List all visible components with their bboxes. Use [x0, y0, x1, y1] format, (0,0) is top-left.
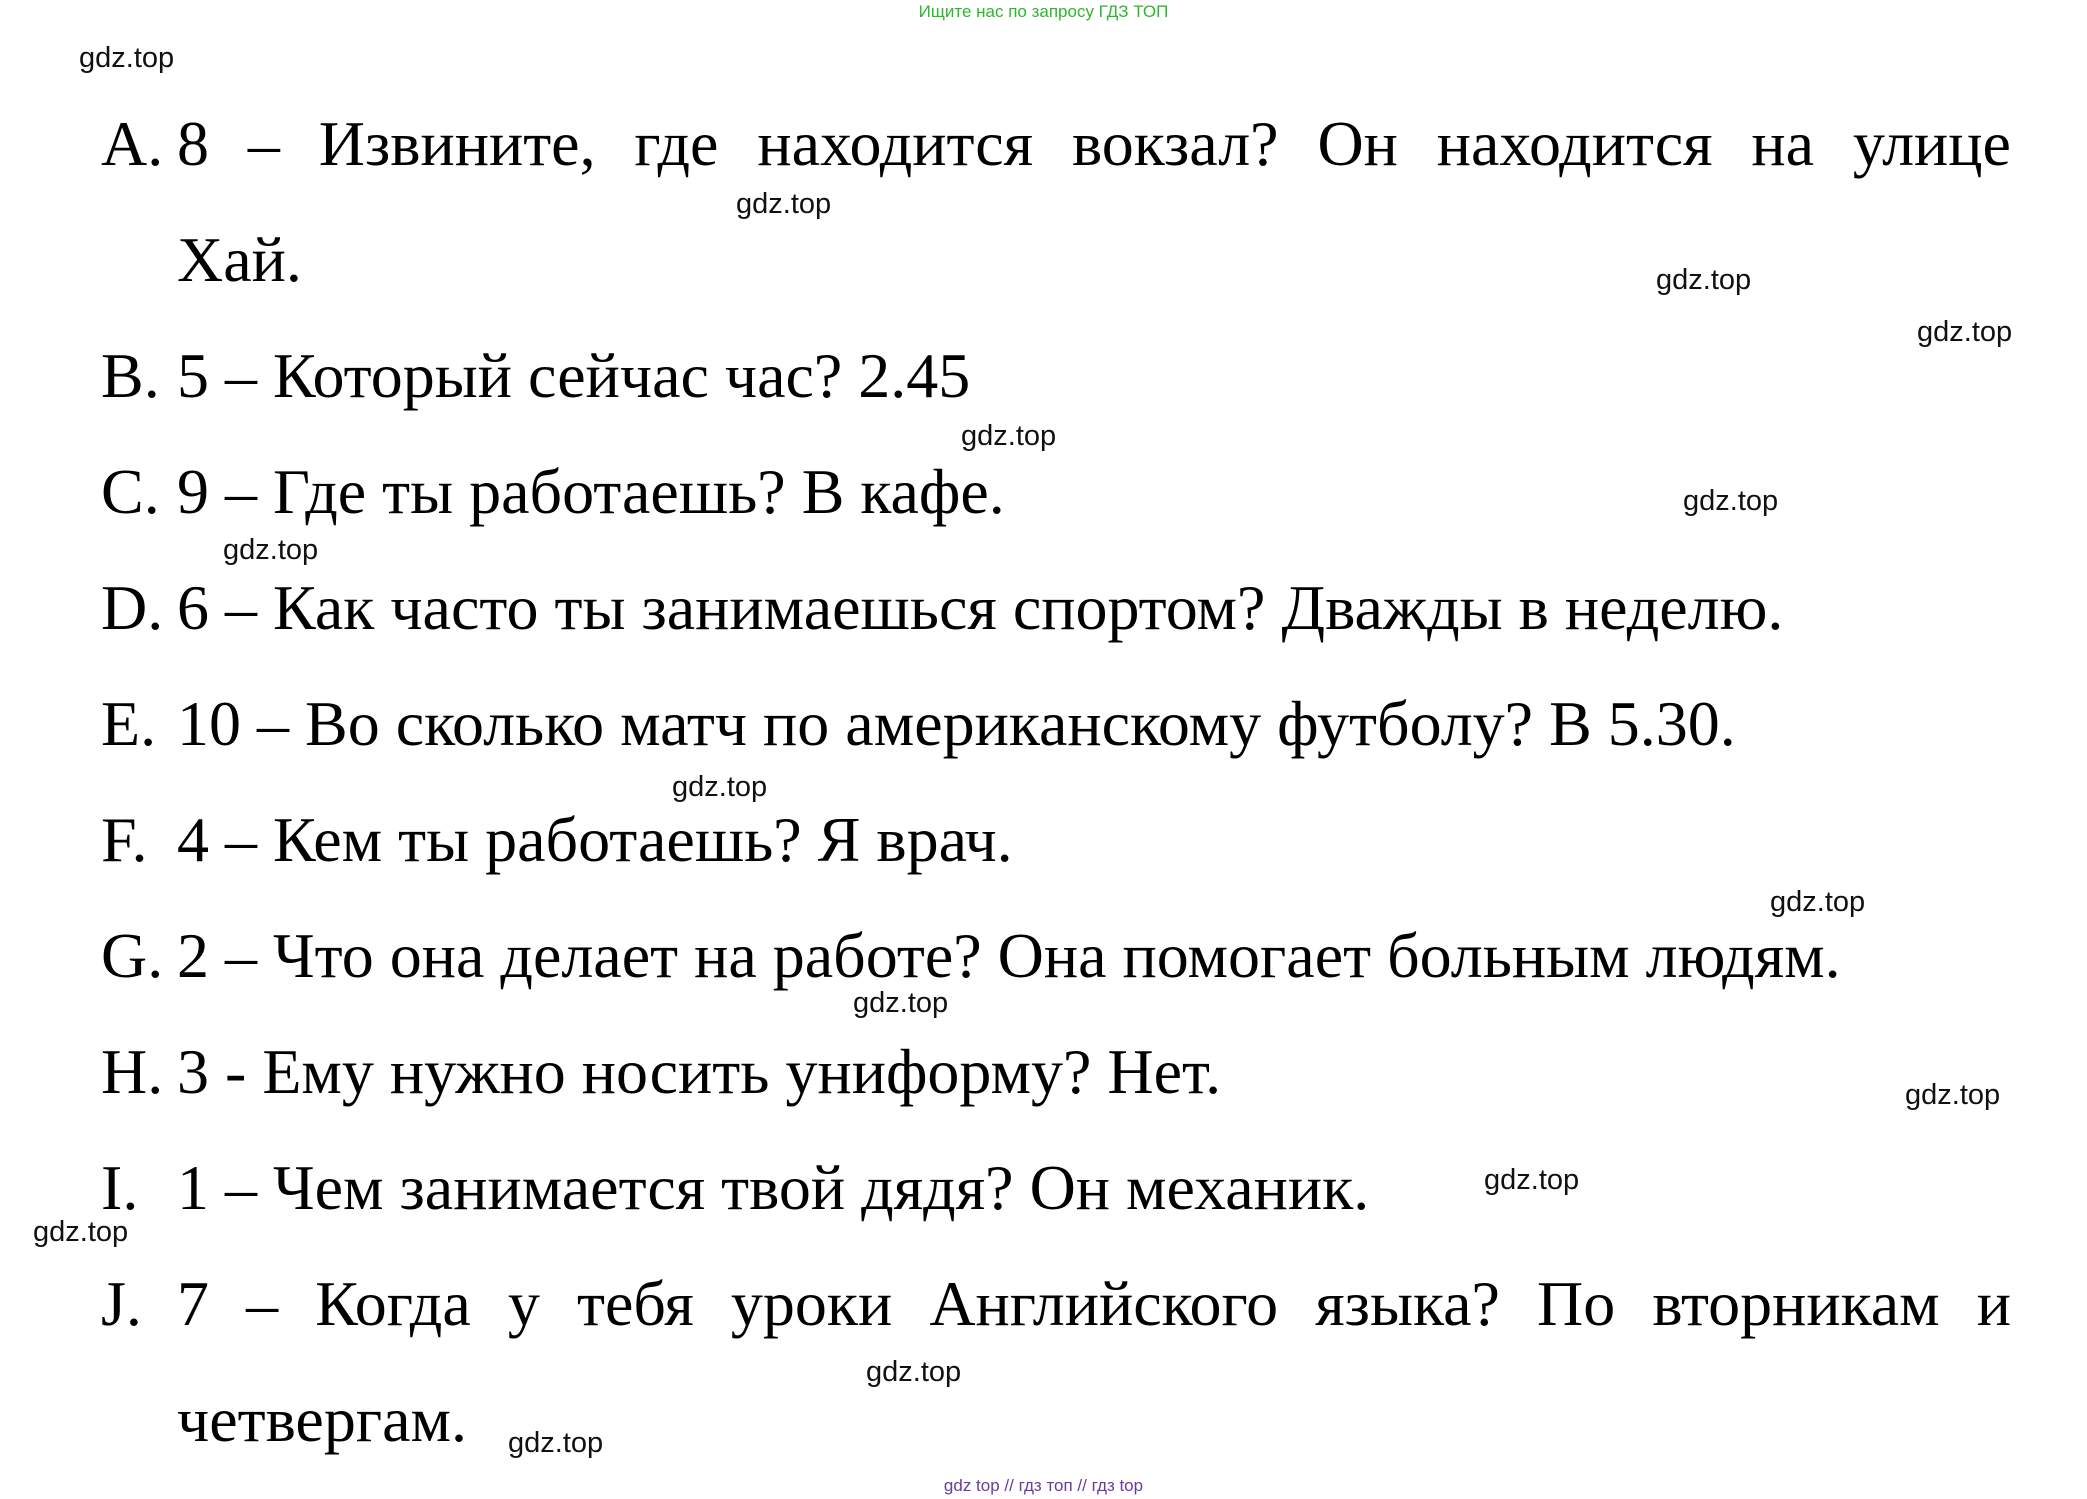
- answer-letter: F.: [101, 804, 148, 875]
- answer-text: 1 – Чем занимается твой дядя? Он механик.: [177, 1152, 1370, 1223]
- answer-text: 5 – Который сейчас час? 2.45: [177, 340, 971, 411]
- answer-text-line2: четвергам.: [177, 1384, 467, 1455]
- answer-text: 10 – Во сколько матч по американскому футболу? В 5.30.: [177, 688, 1736, 759]
- watermark: gdz.top: [1905, 1079, 2001, 1111]
- footer-links: gdz top // гдз топ // гдз top: [943, 1476, 1144, 1495]
- watermark: gdz.top: [1770, 886, 1866, 918]
- answer-text: 2 – Что она делает на работе? Она помогает больным людям.: [177, 920, 1841, 991]
- watermark: gdz.top: [33, 1216, 129, 1248]
- answer-letter: B.: [101, 340, 160, 411]
- answer-b: [101, 318, 970, 434]
- answer-text-line1: 7 – Когда у тебя уроки Английского языка? По вторникам и: [177, 1268, 2011, 1339]
- answer-text-line1: 8 – Извините, где находится вокзал? Он находится на улице: [177, 108, 2011, 179]
- answer-letter: A.: [101, 108, 164, 179]
- watermark: gdz.top: [1917, 316, 2013, 348]
- answer-h: [101, 1014, 1221, 1130]
- answer-text: 4 – Кем ты работаешь? Я врач.: [177, 804, 1013, 875]
- answer-a: [101, 86, 2011, 318]
- watermark: gdz.top: [672, 771, 768, 803]
- watermark: gdz.top: [223, 534, 319, 566]
- answer-text: 3 - Ему нужно носить униформу? Нет.: [177, 1036, 1222, 1107]
- watermark: gdz.top: [961, 420, 1057, 452]
- answer-letter: I.: [101, 1152, 139, 1223]
- answer-c: [101, 434, 1005, 550]
- answer-text-line2: Хай.: [177, 224, 302, 295]
- answer-i: [101, 1130, 1369, 1246]
- answer-letter: D.: [101, 572, 164, 643]
- watermark: gdz.top: [1656, 264, 1752, 296]
- answer-letter: E.: [101, 688, 157, 759]
- watermark: gdz.top: [853, 987, 949, 1019]
- answer-text: 6 – Как часто ты занимаешься спортом? Дважды в неделю.: [177, 572, 1784, 643]
- watermark: gdz.top: [1484, 1164, 1580, 1196]
- top-banner: Ищите нас по запросу ГДЗ ТОП: [918, 2, 1169, 21]
- watermark: gdz.top: [1683, 485, 1779, 517]
- answer-f: [101, 782, 1013, 898]
- watermark: gdz.top: [866, 1356, 962, 1388]
- answer-d: [101, 550, 1783, 666]
- answer-e: [101, 666, 1736, 782]
- answer-letter: C.: [101, 456, 160, 527]
- watermark: gdz.top: [736, 188, 832, 220]
- watermark: gdz.top: [79, 42, 175, 74]
- answer-letter: J.: [101, 1268, 142, 1339]
- answer-letter: H.: [101, 1036, 164, 1107]
- answer-j: [101, 1246, 2011, 1478]
- answer-text: 9 – Где ты работаешь? В кафе.: [177, 456, 1005, 527]
- answer-g: [101, 898, 1841, 1014]
- watermark: gdz.top: [508, 1427, 604, 1459]
- answer-letter: G.: [101, 920, 164, 991]
